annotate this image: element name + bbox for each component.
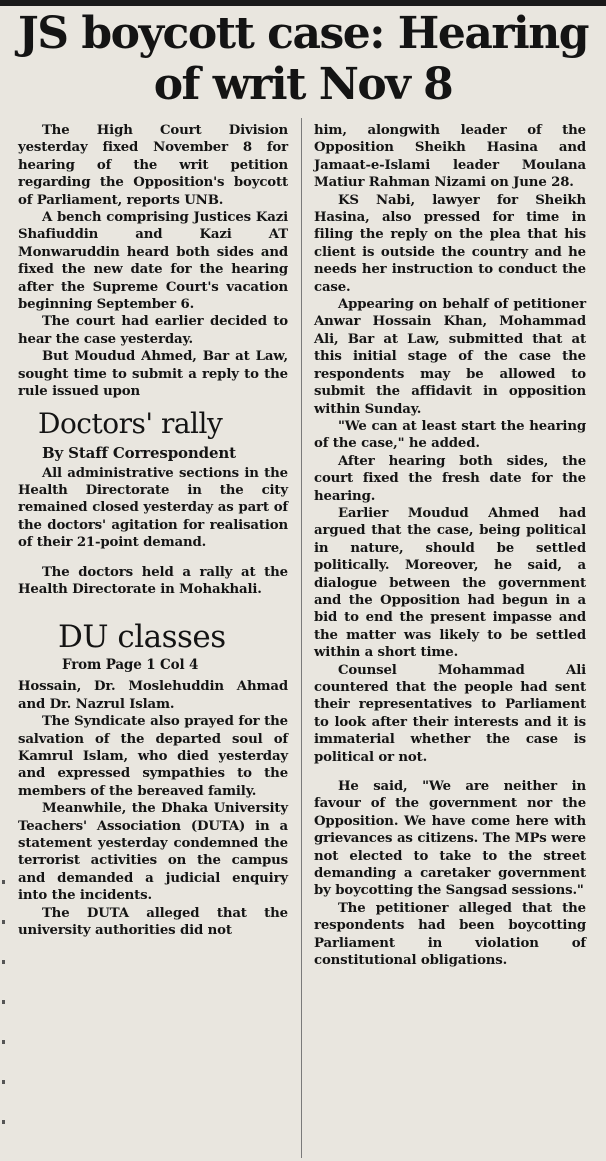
top-rule (0, 0, 606, 6)
paragraph: The petitioner alleged that the respondents had been boycotting Parliament in violation of constitutional obligations. (314, 900, 586, 969)
paragraph: Hossain, Dr. Moslehuddin Ahmad and Dr. Nazrul Islam. (18, 679, 288, 712)
paragraph: The DUTA alleged that the university authorities did not (18, 905, 288, 939)
paragraph: him, alongwith leader of the Opposition Sheikh Hasina and Jamaat-e-Islami leader Moulana Matiur Rahman Nizami on June 28. (314, 123, 586, 191)
headline-line-1: JS boycott case: Hearing (17, 8, 589, 59)
paragraph: A bench comprising Justices Kazi Shafiuddin and Kazi AT Monwaruddin heard both sides and fixed the new date for the hearing after the Supreme Court's vacation beginning September 6. (18, 210, 288, 313)
scan-edge-marks (2, 880, 5, 1160)
paragraph: KS Nabi, lawyer for Sheikh Hasina, also pressed for time in filing the reply on the plea that his client is outside the country and he needs her instruction to conduct the case. (314, 192, 586, 295)
paragraph: Earlier Moudud Ahmed had argued that the case, being political in nature, should be settled politically. Moreover, he said, a dialogue between the government and the Opposition had begun in a bid to end the present impasse and the matter was likely to be settled within a short time. (314, 505, 586, 661)
paragraph: Appearing on behalf of petitioner Anwar Hossain Khan, Mohammad Ali, Bar at Law, submitted that at this initial stage of the case the respondents may be allowed to submit the affidavit in opposition within Sunday. (314, 297, 586, 417)
jump-line: From Page 1 Col 4 (62, 657, 199, 674)
story-heading: Doctors' rally (38, 406, 223, 440)
paragraph: But Moudud Ahmed, Bar at Law, sought time to submit a reply to the rule issued upon (18, 349, 288, 400)
paragraph: He said, "We are neither in favour of the government nor the Opposition. We have come here with grievances as citizens. The MPs were not elected to take to the street demanding a caretaker government by boycotting the Sangsad sessions." (314, 779, 586, 899)
paragraph: After hearing both sides, the court fixed the fresh date for the hearing. (314, 453, 586, 504)
column-divider (301, 118, 302, 1158)
paragraph: The court had earlier decided to hear the case yesterday. (18, 314, 288, 347)
headline-line-2: of writ Nov 8 (153, 59, 453, 110)
paragraph: Meanwhile, the Dhaka University Teachers' Association (DUTA) in a statement yesterday condemned the terrorist activities on the campus and demanded a judicial enquiry into the incidents. (18, 801, 288, 904)
paragraph: The High Court Division yesterday fixed November 8 for hearing of the writ petition regarding the Opposition's boycott of Parliament, reports UNB. (18, 123, 288, 208)
byline: By Staff Correspondent (42, 443, 236, 462)
paragraph: Counsel Mohammad Ali countered that the people had sent their representatives to Parliament to look after their interests and it is immaterial whether the case is political or not. (314, 662, 586, 765)
right-column (314, 122, 586, 970)
headline (0, 8, 606, 110)
du-classes-story (18, 620, 288, 939)
story-heading: DU classes (58, 619, 226, 656)
left-column (18, 122, 288, 939)
main-story-start (18, 122, 288, 401)
paragraph: All administrative sections in the Health Directorate in the city remained closed yesterday as part of the doctors' agitation for realisation of their 21-point demand. (18, 465, 288, 551)
paragraph: The doctors held a rally at the Health Directorate in Mohakhali. (18, 564, 288, 597)
paragraph: The Syndicate also prayed for the salvation of the departed soul of Kamrul Islam, who died yesterday and expressed sympathies to the members of the bereaved family. (18, 714, 288, 799)
doctors-rally-story (18, 407, 288, 599)
paragraph: "We can at least start the hearing of the case," he added. (314, 418, 586, 452)
